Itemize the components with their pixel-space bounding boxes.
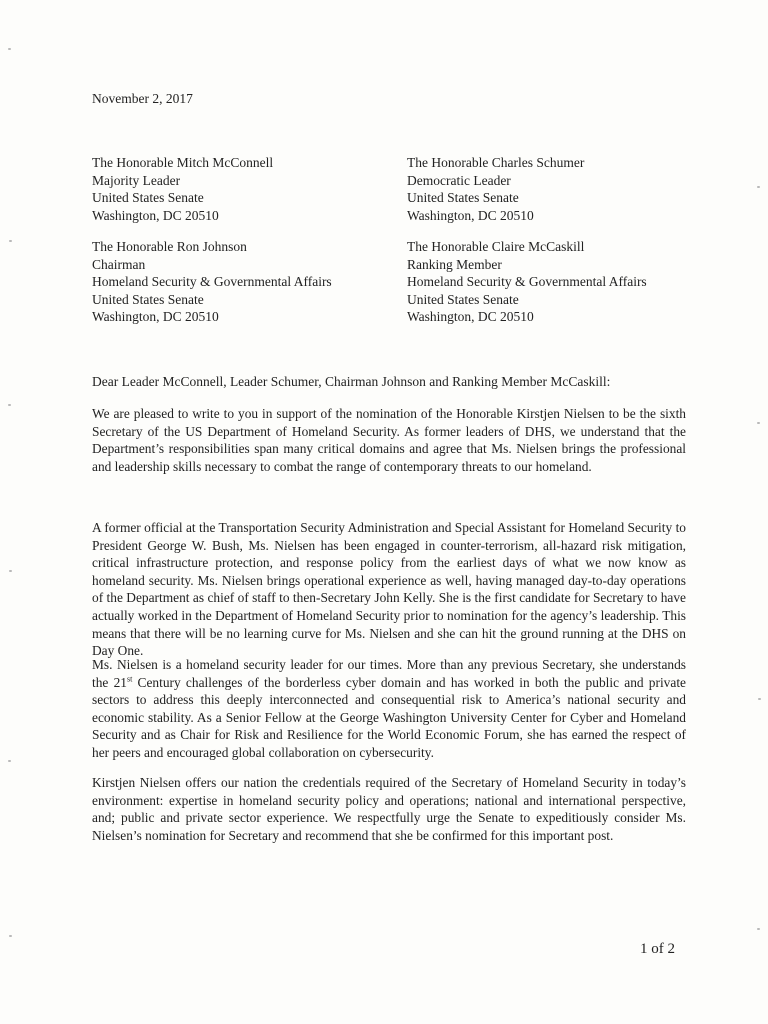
scan-speck (9, 570, 12, 572)
addressee-line: Homeland Security & Governmental Affairs (407, 274, 647, 290)
addressee-line: United States Senate (407, 190, 519, 206)
scan-speck (8, 404, 11, 406)
addressee-line: Washington, DC 20510 (407, 207, 534, 223)
addressee-line: Washington, DC 20510 (92, 309, 219, 325)
addressee-line: United States Senate (92, 291, 204, 307)
scan-speck (757, 928, 760, 930)
addressee-schumer (407, 154, 584, 224)
addressee-mcconnell (92, 154, 273, 224)
addressee-line: The Honorable Ron Johnson (92, 239, 247, 254)
scan-speck (758, 698, 761, 700)
ordinal-suffix: st (126, 674, 133, 684)
addressee-line: United States Senate (407, 291, 519, 307)
paragraph-text: Century challenges of the borderless cyber domain and has worked in both the public and private sectors to address this deeply interconnected and consequential risk to America’s national security and economic stability. As a Senior Fellow at the George Washington University Center for Cyber and Homeland Security and as Chair for Risk and Resilience for the World Economic Forum, she has earned the respect of her peers and encouraged global collaboration on cybersecurity. (92, 674, 686, 760)
body-paragraph: Kirstjen Nielsen offers our nation the credentials required of the Secretary of Homeland Security in today’s environment: expertise in homeland security policy and operations; national and international perspective, and; public and private sector experience. We respectfully urge the Senate to expeditiously consider Ms. Nielsen’s nomination for Secretary and recommend that she be confirmed for this important post. (92, 775, 686, 843)
addressee-johnson (92, 238, 332, 326)
addressee-line: Washington, DC 20510 (407, 309, 534, 325)
page-number: 1 of 2 (640, 941, 675, 957)
addressee-mccaskill (407, 238, 647, 326)
scan-speck (9, 240, 12, 242)
salutation: Dear Leader McConnell, Leader Schumer, Chairman Johnson and Ranking Member McCaskill: (92, 374, 611, 389)
addressee-line: Chairman (92, 256, 146, 272)
addressee-line: Ranking Member (407, 256, 502, 272)
addressee-line: The Honorable Claire McCaskill (407, 239, 585, 254)
letter-date: November 2, 2017 (92, 91, 193, 106)
scan-speck (757, 422, 760, 424)
addressee-line: United States Senate (92, 190, 204, 206)
paragraph-text: Ms. Nielsen is a homeland security leader for our times. More than any previous Secretary, she understands the 21 (92, 657, 686, 690)
addressee-line: Majority Leader (92, 172, 181, 188)
body-paragraph: A former official at the Transportation Security Administration and Special Assistant for Homeland Security to President George W. Bush, Ms. Nielsen has been engaged in counter-terrorism, all-hazard risk mitigation, critical infrastructure protection, and response policy from the earliest days of what we now know as homeland security. Ms. Nielsen brings operational experience as well, having managed day-to-day operations of the Department as chief of staff to then-Secretary John Kelly. She is the first candidate for Secretary to have actually worked in the Department of Homeland Security prior to nomination for the agency’s leadership. This means that there will be no learning curve for Ms. Nielsen and she can hit the ground running at the DHS on Day One. (92, 520, 686, 659)
scan-speck (757, 186, 760, 188)
scan-speck (9, 935, 12, 937)
addressee-line: Democratic Leader (407, 172, 511, 188)
addressee-line: The Honorable Charles Schumer (407, 155, 585, 170)
addressee-line: Homeland Security & Governmental Affairs (92, 274, 332, 290)
body-paragraph (92, 656, 686, 762)
addressee-line: The Honorable Mitch McConnell (92, 155, 274, 170)
scan-speck (8, 48, 11, 50)
scan-speck (8, 760, 11, 762)
addressee-line: Washington, DC 20510 (92, 207, 219, 223)
body-paragraph: We are pleased to write to you in support of the nomination of the Honorable Kirstjen Nielsen to be the sixth Secretary of the US Department of Homeland Security. As former leaders of DHS, we understand that the Department’s responsibilities span many critical domains and agree that Ms. Nielsen brings the professional and leadership skills necessary to combat the range of contemporary threats to our homeland. (92, 406, 686, 474)
